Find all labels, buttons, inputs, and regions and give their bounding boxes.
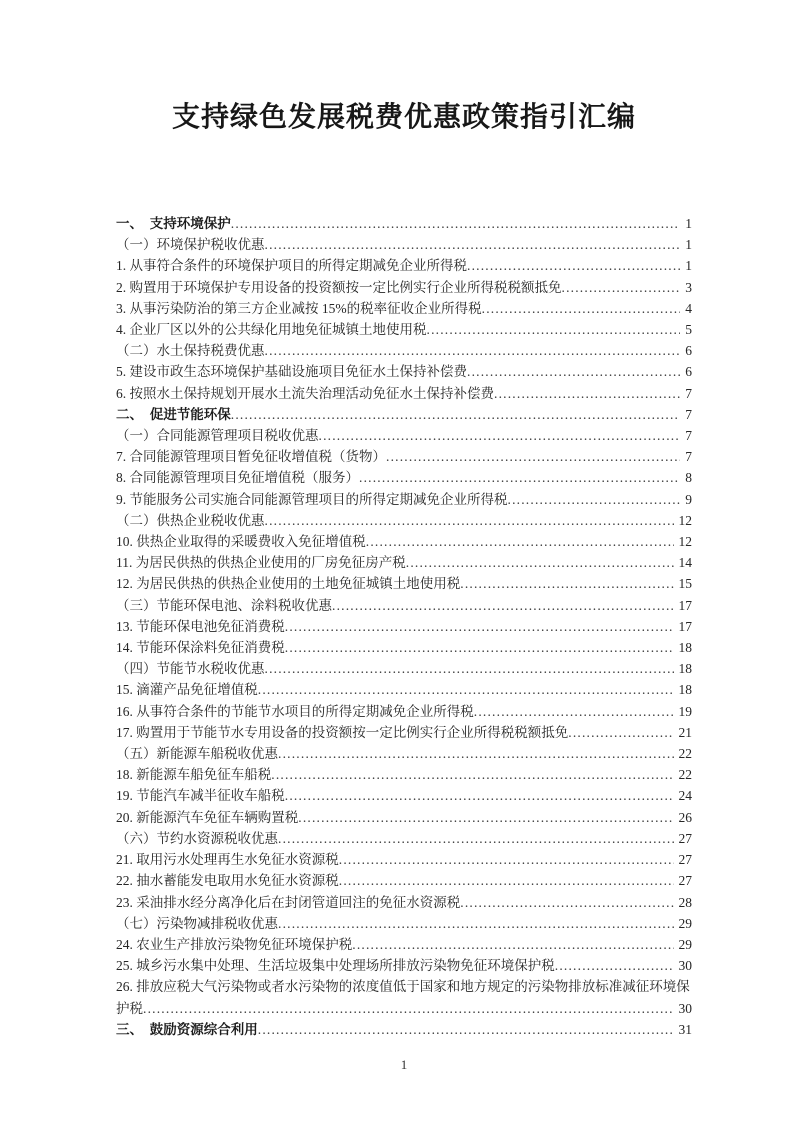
toc-entry-label: 15. 滴灌产品免征增值税 xyxy=(116,682,258,698)
toc-entry-label: 2. 购置用于环境保护专用设备的投资额按一定比例实行企业所得税税额抵免 xyxy=(116,279,562,295)
toc-entry xyxy=(116,467,692,488)
toc-entry-page-number: 31 xyxy=(674,1019,693,1040)
toc-entry-page-number: 29 xyxy=(674,934,693,955)
toc-entry xyxy=(116,446,692,467)
toc-entry-label: 14. 节能环保涂料免征消费税 xyxy=(116,640,285,656)
toc-entry-label: 8. 合同能源管理项目免征增值税（服务） xyxy=(116,470,359,486)
toc-entry xyxy=(116,892,692,913)
toc-entry xyxy=(116,404,692,425)
toc-entry-page-number: 19 xyxy=(674,701,693,722)
toc-entry-label: 一、 支持环境保护 xyxy=(116,216,231,231)
toc-entry-page-number: 27 xyxy=(674,849,693,870)
toc-entry-label: 22. 抽水蓄能发电取用水免征水资源税 xyxy=(116,873,339,889)
toc-entry-label: 26. 排放应税大气污染物或者水污染物的浓度值低于国家和地方规定的污染物排放标准减征环境保护税 xyxy=(116,979,690,1016)
toc-entry xyxy=(116,531,692,552)
toc-entry-page-number: 27 xyxy=(674,870,693,891)
toc-entry xyxy=(116,658,692,679)
toc-entry-label: （六）节约水资源税收优惠 xyxy=(116,830,278,846)
toc-entry xyxy=(116,298,692,319)
toc-entry xyxy=(116,383,692,404)
toc-entry-label: 1. 从事符合条件的环境保护项目的所得定期减免企业所得税 xyxy=(116,258,467,274)
toc-entry-page-number: 4 xyxy=(680,298,692,319)
toc-entry-page-number: 26 xyxy=(674,807,693,828)
toc-entry xyxy=(116,955,692,976)
toc-entry-page-number: 18 xyxy=(674,658,693,679)
toc-entry-label: （二）水土保持税费优惠 xyxy=(116,343,265,359)
toc-entry-page-number: 21 xyxy=(674,722,693,743)
toc-entry xyxy=(116,870,692,891)
toc-entry-page-number: 3 xyxy=(680,277,692,298)
toc-entry xyxy=(116,849,692,870)
toc-entry-label: 10. 供热企业取得的采暖费收入免征增值税 xyxy=(116,534,366,550)
toc-entry xyxy=(116,743,692,764)
toc-entry xyxy=(116,807,692,828)
toc-entry-label: （七）污染物减排税收优惠 xyxy=(116,915,278,931)
toc-entry-page-number: 7 xyxy=(680,404,692,425)
toc-entry xyxy=(116,595,692,616)
document-title: 支持绿色发展税费优惠政策指引汇编 xyxy=(171,101,636,132)
toc-entry-label: 19. 节能汽车减半征收车船税 xyxy=(116,788,285,804)
toc-entry xyxy=(116,913,692,934)
toc-entry-page-number: 7 xyxy=(680,446,692,467)
toc-entry-label: 25. 城乡污水集中处理、生活垃圾集中处理场所排放污染物免征环境保护税 xyxy=(116,958,555,974)
page-footer xyxy=(116,1057,692,1073)
toc-entry-label: （三）节能环保电池、涂料税收优惠 xyxy=(116,597,332,613)
toc-entry-page-number: 7 xyxy=(680,425,692,446)
toc-entry-page-number: 6 xyxy=(680,361,692,382)
toc-entry-label: 17. 购置用于节能节水专用设备的投资额按一定比例实行企业所得税税额抵免 xyxy=(116,724,569,740)
toc-entry-page-number: 5 xyxy=(680,319,692,340)
toc-entry xyxy=(116,277,692,298)
toc-entry-page-number: 27 xyxy=(674,828,693,849)
toc-entry xyxy=(116,701,692,722)
toc-entry-label: 5. 建设市政生态环境保护基础设施项目免征水土保持补偿费 xyxy=(116,364,467,380)
toc-entry-label: 11. 为居民供热的供热企业使用的厂房免征房产税 xyxy=(116,555,406,571)
footer-page-number: 1 xyxy=(400,1056,408,1072)
toc-entry-label: 18. 新能源车船免征车船税 xyxy=(116,767,272,783)
toc-entry-label: 12. 为居民供热的供热企业使用的土地免征城镇土地使用税 xyxy=(116,576,461,592)
toc-entry xyxy=(116,319,692,340)
toc-entry xyxy=(116,616,692,637)
toc-entry xyxy=(116,828,692,849)
toc-entry-page-number: 1 xyxy=(680,234,692,255)
toc-entry-page-number: 14 xyxy=(674,552,693,573)
toc-entry xyxy=(116,213,692,234)
toc-entry xyxy=(116,425,692,446)
toc-entry xyxy=(116,510,692,531)
toc-entry-page-number: 1 xyxy=(680,255,692,276)
toc-entry xyxy=(116,1019,692,1040)
toc-entry-page-number: 6 xyxy=(680,340,692,361)
toc-entry-page-number: 1 xyxy=(680,213,692,234)
toc-entry-label: 9. 节能服务公司实施合同能源管理项目的所得定期减免企业所得税 xyxy=(116,491,508,507)
toc-entry xyxy=(116,489,692,510)
table-of-contents xyxy=(116,213,692,1040)
toc-entry-page-number: 28 xyxy=(674,892,693,913)
toc-entry xyxy=(116,234,692,255)
toc-entry xyxy=(116,976,692,1018)
toc-entry-page-number: 30 xyxy=(674,998,693,1019)
toc-entry-label: （一）环境保护税收优惠 xyxy=(116,237,265,253)
toc-entry xyxy=(116,785,692,806)
toc-entry-page-number: 24 xyxy=(674,785,693,806)
toc-entry-label: 6. 按照水土保持规划开展水土流失治理活动免征水土保持补偿费 xyxy=(116,385,494,401)
toc-entry-page-number: 29 xyxy=(674,913,693,934)
toc-entry-label: 4. 企业厂区以外的公共绿化用地免征城镇土地使用税 xyxy=(116,322,427,338)
toc-entry-page-number: 15 xyxy=(674,573,693,594)
toc-entry xyxy=(116,764,692,785)
toc-entry-page-number: 18 xyxy=(674,637,693,658)
toc-entry-label: 16. 从事符合条件的节能节水项目的所得定期减免企业所得税 xyxy=(116,703,474,719)
toc-entry-page-number: 9 xyxy=(680,489,692,510)
toc-entry-page-number: 12 xyxy=(674,531,693,552)
toc-entry xyxy=(116,255,692,276)
toc-entry-label: （五）新能源车船税收优惠 xyxy=(116,746,278,762)
toc-entry-label: 21. 取用污水处理再生水免征水资源税 xyxy=(116,852,339,868)
toc-entry xyxy=(116,934,692,955)
toc-entry-page-number: 17 xyxy=(674,616,693,637)
toc-entry xyxy=(116,361,692,382)
toc-entry xyxy=(116,552,692,573)
toc-entry-label: （四）节能节水税收优惠 xyxy=(116,661,265,677)
toc-entry-label: （二）供热企业税收优惠 xyxy=(116,512,265,528)
toc-entry-page-number: 18 xyxy=(674,679,693,700)
toc-entry-page-number: 7 xyxy=(680,383,692,404)
toc-entry xyxy=(116,722,692,743)
toc-entry-label: 13. 节能环保电池免征消费税 xyxy=(116,618,285,634)
toc-entry-page-number: 22 xyxy=(674,764,693,785)
toc-entry xyxy=(116,573,692,594)
toc-entry-page-number: 30 xyxy=(674,955,693,976)
toc-entry-page-number: 8 xyxy=(680,467,692,488)
toc-entry-label: （一）合同能源管理项目税收优惠 xyxy=(116,428,319,444)
toc-entry-label: 23. 采油排水经分离净化后在封闭管道回注的免征水资源税 xyxy=(116,894,461,910)
toc-entry-label: 7. 合同能源管理项目暂免征收增值税（货物） xyxy=(116,449,386,465)
toc-entry-page-number: 17 xyxy=(674,595,693,616)
toc-entry-label: 20. 新能源汽车免征车辆购置税 xyxy=(116,809,299,825)
toc-entry-label: 二、 促进节能环保 xyxy=(116,406,231,422)
toc-entry-label: 三、 鼓励资源综合利用 xyxy=(116,1021,258,1037)
toc-entry-label: 3. 从事污染防治的第三方企业减按 15%的税率征收企业所得税 xyxy=(116,300,482,316)
toc-entry xyxy=(116,340,692,361)
toc-entry xyxy=(116,637,692,658)
toc-entry-page-number: 22 xyxy=(674,743,693,764)
toc-entry-page-number: 12 xyxy=(674,510,693,531)
toc-entry xyxy=(116,679,692,700)
toc-entry-label: 24. 农业生产排放污染物免征环境保护税 xyxy=(116,936,353,952)
